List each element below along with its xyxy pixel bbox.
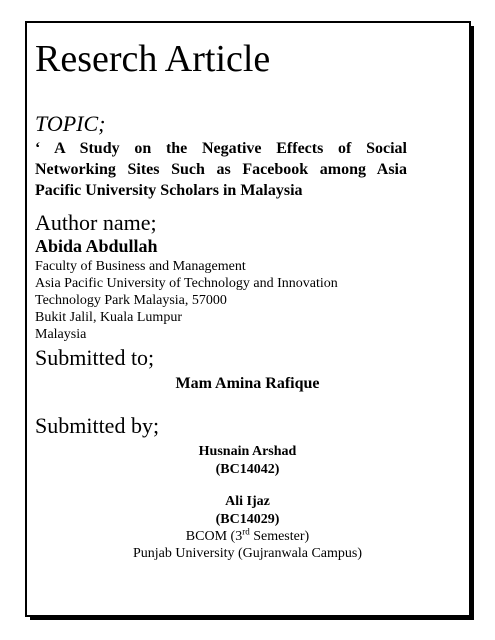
- program-prefix: BCOM (3: [185, 529, 243, 544]
- affiliation-line: Bukit Jalil, Kuala Lumpur: [35, 310, 182, 325]
- student-id: (BC14029): [215, 512, 280, 527]
- affiliation-line: Malaysia: [35, 327, 87, 342]
- program-superscript: rd: [242, 526, 250, 537]
- program-suffix: Semester): [249, 529, 310, 544]
- submitted-by-heading: Submitted by;: [35, 413, 160, 438]
- student-id: (BC14042): [215, 462, 280, 477]
- student-name: Husnain Arshad: [198, 444, 297, 459]
- author-name: Abida Abdullah: [35, 236, 158, 256]
- topic-text: [35, 138, 407, 201]
- submitted-to-heading: Submitted to;: [35, 345, 155, 370]
- topic-line: Pacific University Scholars in Malaysia: [35, 182, 303, 199]
- affiliation-line: Asia Pacific University of Technology and Innovation: [35, 276, 338, 291]
- affiliation-line: Technology Park Malaysia, 57000: [35, 293, 227, 308]
- topic-line: Networking Sites Such as Facebook among Asia: [35, 161, 407, 178]
- affiliation-line: Faculty of Business and Management: [35, 259, 246, 274]
- topic-line: ‘ A Study on the Negative Effects of Social: [35, 140, 407, 157]
- document-title: Reserch Article: [35, 38, 271, 80]
- university-line: Punjab University (Gujranwala Campus): [132, 546, 362, 561]
- topic-label: TOPIC;: [35, 111, 106, 136]
- program-line: [0, 528, 495, 545]
- author-heading: Author name;: [35, 210, 157, 235]
- recipient-name: Mam Amina Rafique: [175, 375, 320, 392]
- student-name: Ali Ijaz: [225, 494, 270, 509]
